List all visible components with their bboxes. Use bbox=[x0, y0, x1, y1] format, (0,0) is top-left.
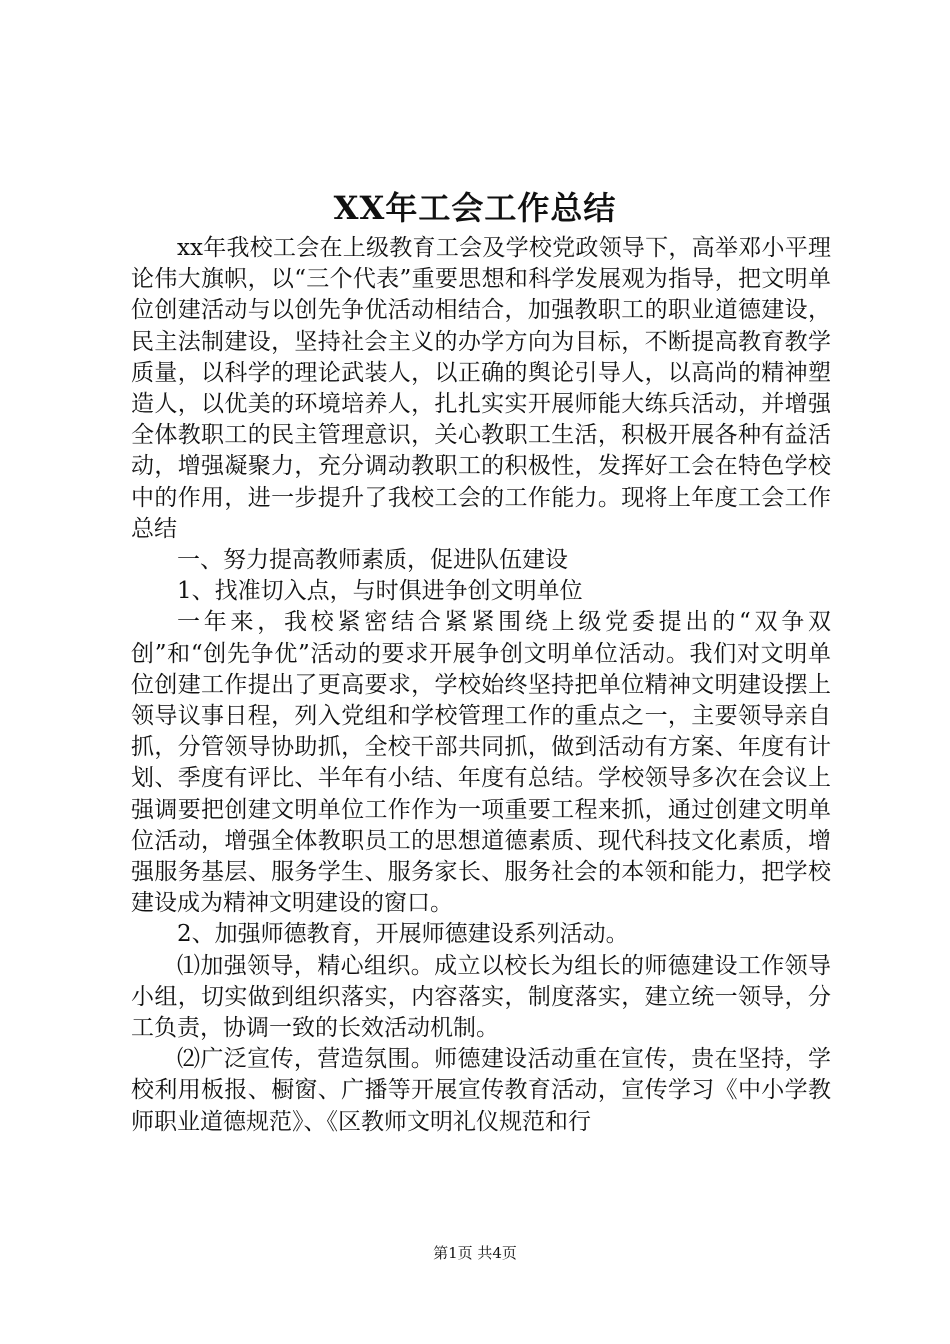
paragraph-leadership: ⑴加强领导，精心组织。成立以校长为组长的师德建设工作领导小组，切实做到组织落实，内容落实，制度落实，建立统一领导，分工负责，协调一致的长效活动机制。 bbox=[131, 952, 831, 1042]
section-heading-1: 一、努力提高教师素质，促进队伍建设 bbox=[177, 547, 568, 574]
paragraph-civilized-unit: 一年来，我校紧密结合紧紧围绕上级党委提出的“双争双创”和“创先争优”活动的要求开展争创文明单位活动。我们对文明单位创建工作提出了更高要求，学校始终坚持把单位精神文明建设摆上领导议事日程，列入党组和学校管理工作的重点之一，主要领导亲自抓，分管领导协助抓，全校干部共同抓，做到活动有方案、年度有计划、季度有评比、半年有小结、年度有总结。学校领导多次在会议上强调要把创建文明单位工作作为一项重要工程来抓，通过创建文明单位活动，增强全体教职员工的思想道德素质、现代科技文化素质，增强服务基层、服务学生、服务家长、服务社会的本领和能力，把学校建设成为精神文明建设的窗口。 bbox=[131, 609, 831, 917]
subsection-heading-2: 2、加强师德教育，开展师德建设系列活动。 bbox=[177, 921, 629, 948]
paragraph-intro: xx年我校工会在上级教育工会及学校党政领导下，高举邓小平理论伟大旗帜，以“三个代表”重要思想和科学发展观为指导，把文明单位创建活动与以创先争优活动相结合，加强教职工的职业道德建设，民主法制建设，坚持社会主义的办学方向为目标，不断提高教育教学质量，以科学的理论武装人，以正确的舆论引导人，以高尚的精神塑造人，以优美的环境培养人，扎扎实实开展师能大练兵活动，并增强全体教职工的民主管理意识，关心教职工生活，积极开展各种有益活动，增强凝聚力，充分调动教职工的积极性，发挥好工会在特色学校中的作用，进一步提升了我校工会的工作能力。现将上年度工会工作总结 bbox=[131, 235, 831, 542]
page-number-footer: 第1页 共4页 bbox=[433, 1244, 517, 1262]
document-body bbox=[131, 233, 831, 1138]
paragraph-publicity: ⑵广泛宣传，营造氛围。师德建设活动重在宣传，贵在坚持，学校利用板报、橱窗、广播等开展宣传教育活动，宣传学习《中小学教师职业道德规范》、《区教师文明礼仪规范和行 bbox=[131, 1046, 831, 1135]
page-title: XX年工会工作总结 bbox=[333, 189, 617, 227]
subsection-heading-1: 1、找准切入点，与时俱进争创文明单位 bbox=[177, 578, 583, 605]
